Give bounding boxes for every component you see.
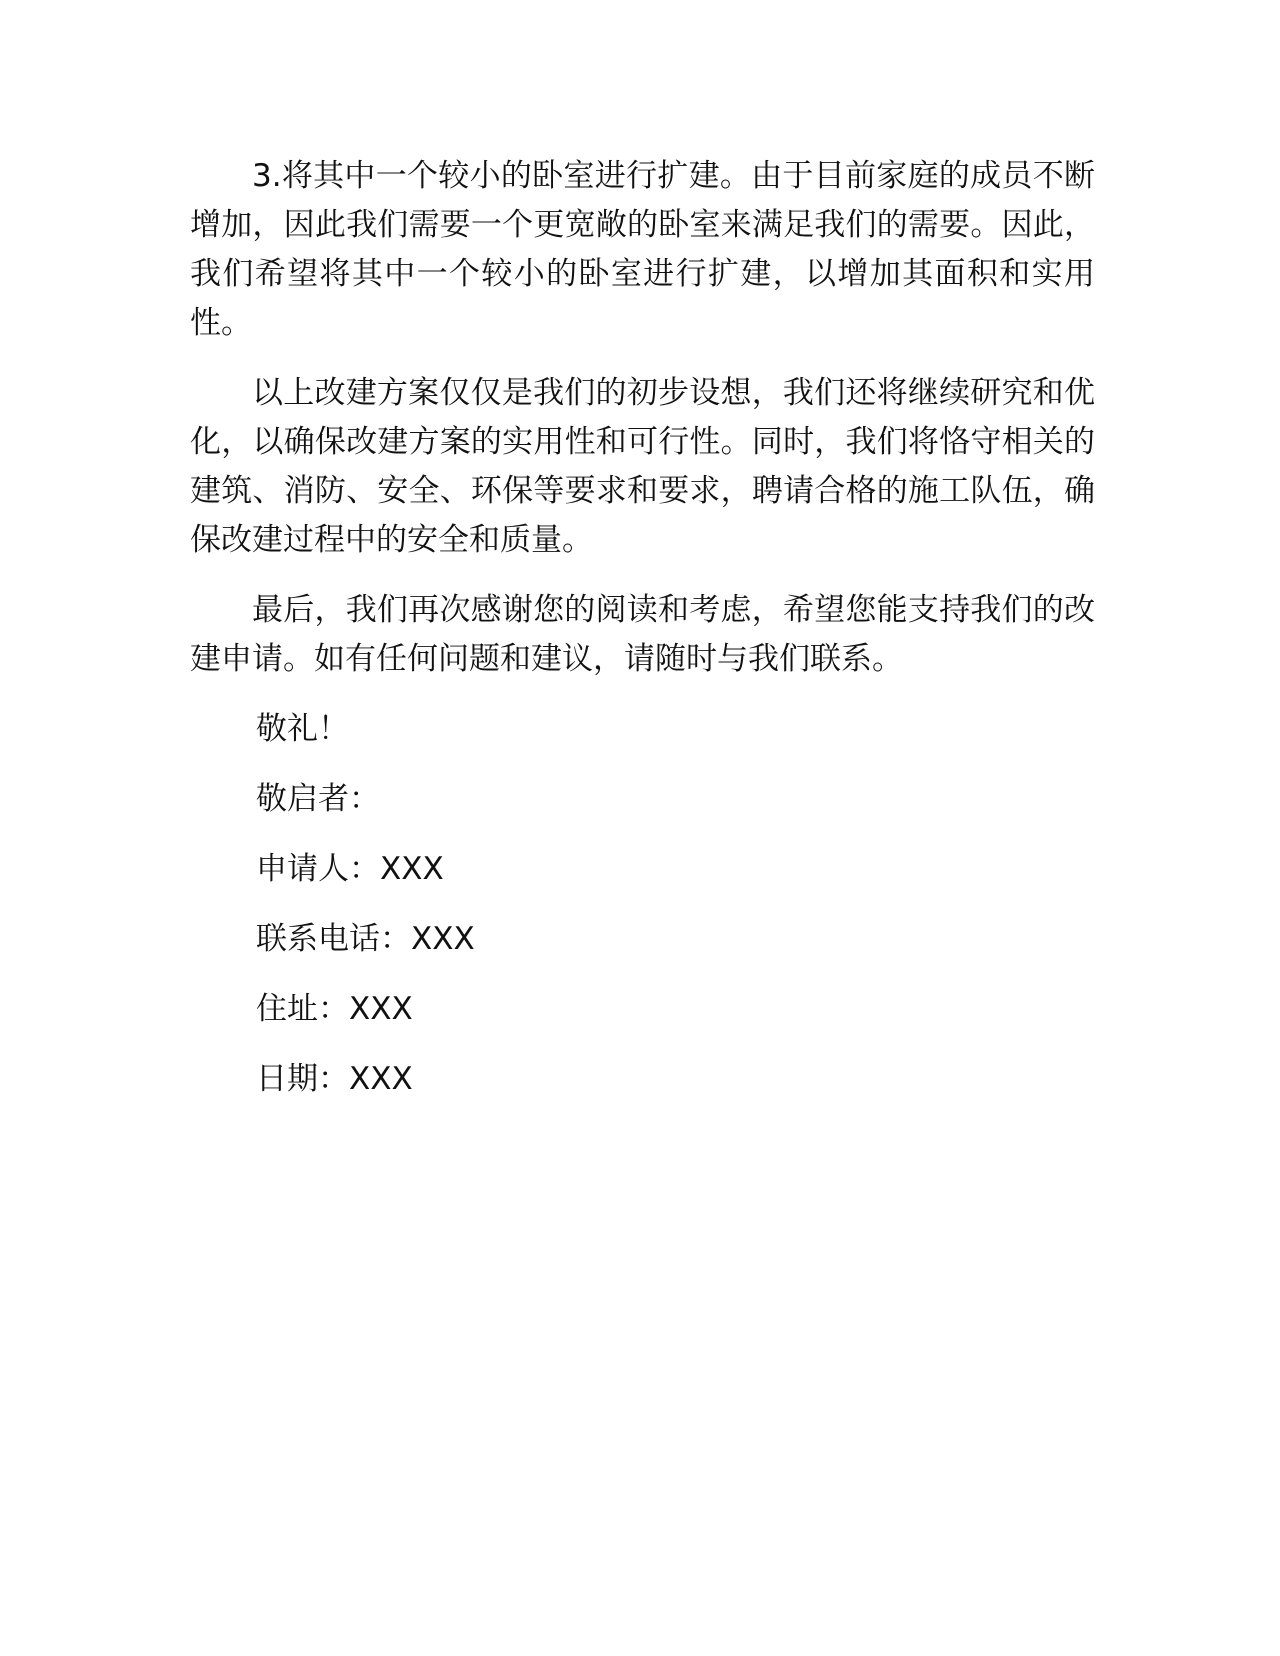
- closing-salutation: 敬礼！: [256, 711, 349, 747]
- applicant-line: 申请人：XXX: [256, 851, 444, 887]
- signature-label: 敬启者：: [256, 781, 380, 817]
- document-body: [190, 152, 1095, 1125]
- date-line: 日期：XXX: [256, 1061, 413, 1097]
- paragraph-thanks: 最后，我们再次感谢您的阅读和考虑，希望您能支持我们的改建申请。如有任何问题和建议，请随时与我们联系。: [190, 592, 1095, 677]
- phone-line: 联系电话：XXX: [256, 921, 475, 957]
- address-line: 住址：XXX: [256, 991, 413, 1027]
- paragraph-bedroom-expansion: 3.将其中一个较小的卧室进行扩建。由于目前家庭的成员不断增加，因此我们需要一个更宽敞的卧室来满足我们的需要。因此，我们希望将其中一个较小的卧室进行扩建，以增加其面积和实用性。: [190, 158, 1095, 341]
- paragraph-plan-optimization: 以上改建方案仅仅是我们的初步设想，我们还将继续研究和优化，以确保改建方案的实用性和可行性。同时，我们将恪守相关的建筑、消防、安全、环保等要求和要求，聘请合格的施工队伍，确保改建过程中的安全和质量。: [190, 375, 1095, 558]
